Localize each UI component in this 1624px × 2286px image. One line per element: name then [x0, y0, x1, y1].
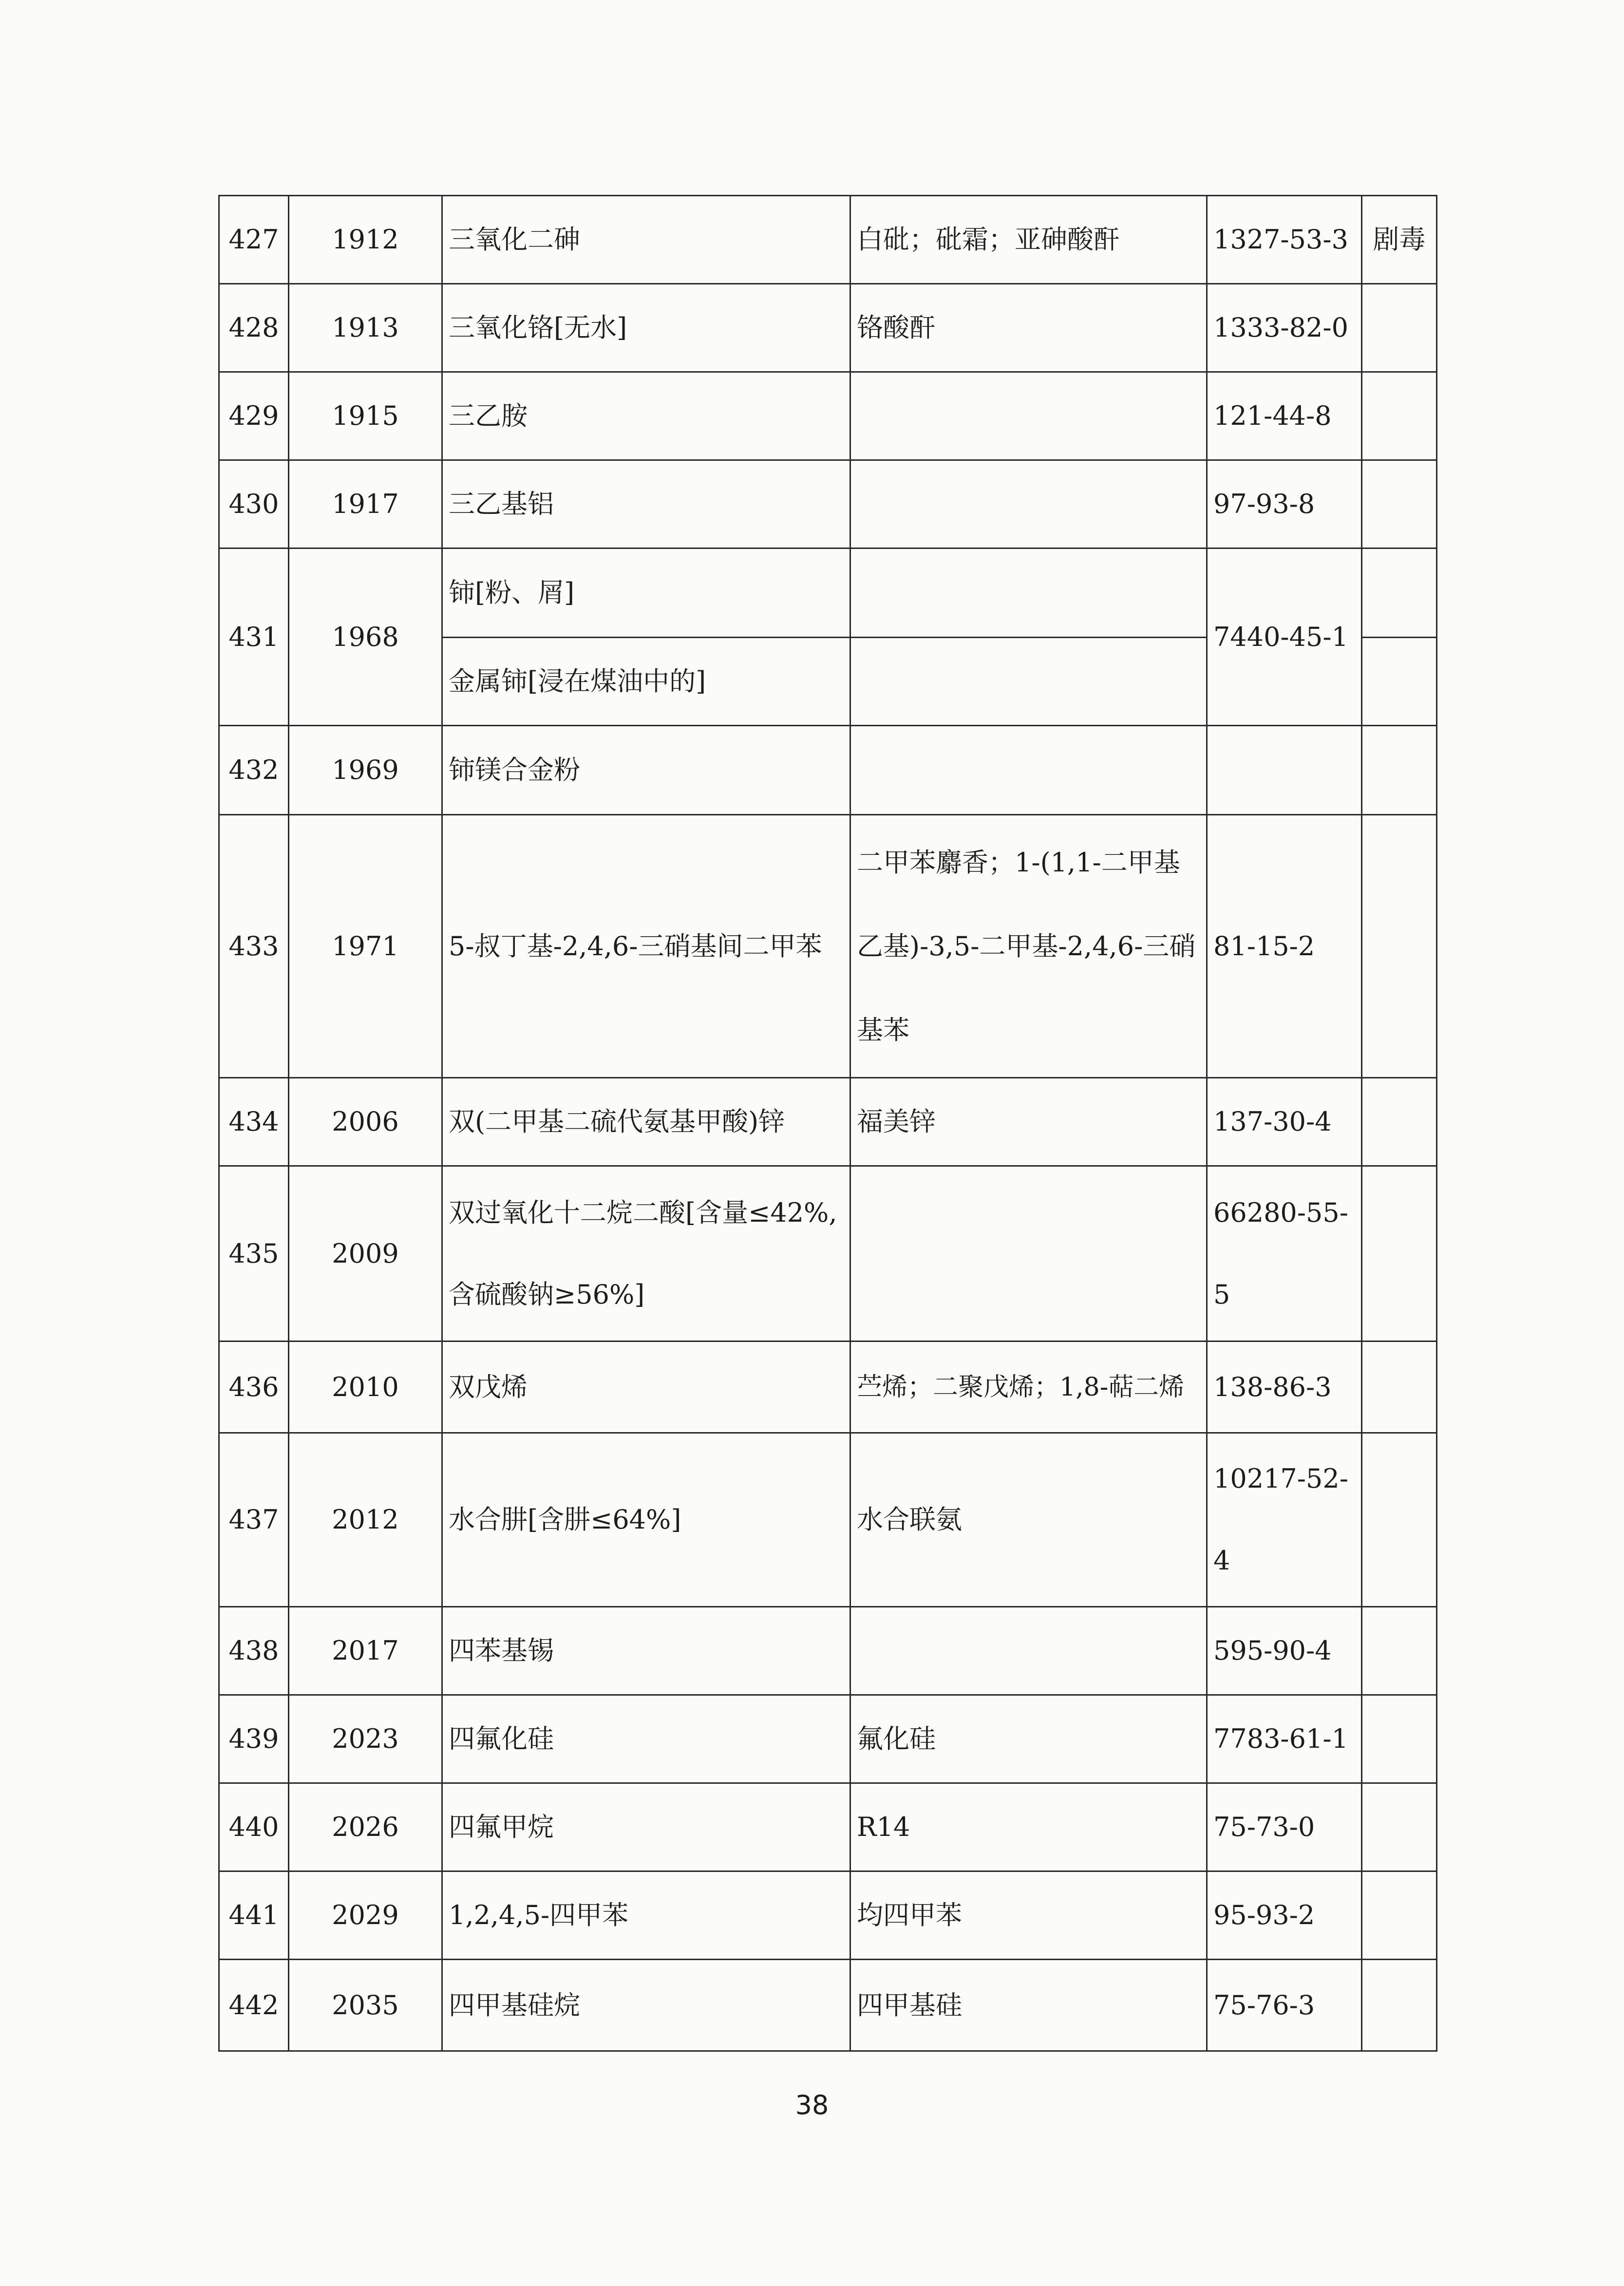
- table-row: [219, 1783, 1437, 1871]
- remark: [1362, 548, 1437, 638]
- chemical-alias: 四甲基硅: [850, 1960, 1207, 2051]
- table-row: [219, 726, 1437, 815]
- table-row: [219, 1166, 1437, 1341]
- chemical-alias: 均四甲苯: [850, 1871, 1207, 1960]
- cas-number: 1327-53-3: [1207, 196, 1362, 284]
- un-number: 1917: [289, 460, 442, 548]
- chemical-name: 水合肼[含肼≤64%]: [442, 1433, 850, 1607]
- table-row: [219, 1433, 1437, 1607]
- un-number: 2006: [289, 1078, 442, 1166]
- table-row: [219, 1078, 1437, 1166]
- chemical-alias: [850, 1166, 1207, 1341]
- chemical-alias: 苎烯；二聚戊烯；1,8-萜二烯: [850, 1341, 1207, 1433]
- remark: [1362, 1166, 1437, 1341]
- chemical-alias: [850, 726, 1207, 815]
- row-number: 435: [219, 1166, 289, 1341]
- cas-number: 81-15-2: [1207, 815, 1362, 1078]
- cas-number: 137-30-4: [1207, 1078, 1362, 1166]
- remark: [1362, 726, 1437, 815]
- remark: [1362, 815, 1437, 1078]
- table-row: [219, 1960, 1437, 2051]
- remark: 剧毒: [1362, 196, 1437, 284]
- table-row: [219, 1695, 1437, 1783]
- remark: [1362, 460, 1437, 548]
- chemical-alias: [850, 460, 1207, 548]
- un-number: 2017: [289, 1607, 442, 1695]
- chemical-alias: R14: [850, 1783, 1207, 1871]
- table-row: [219, 815, 1437, 1078]
- un-number: 1915: [289, 372, 442, 460]
- cas-number: 1333-82-0: [1207, 284, 1362, 372]
- remark: [1362, 638, 1437, 726]
- table-row: [219, 1341, 1437, 1433]
- un-number: 2026: [289, 1783, 442, 1871]
- row-number: 440: [219, 1783, 289, 1871]
- row-number: 430: [219, 460, 289, 548]
- chemical-name: 三乙基铝: [442, 460, 850, 548]
- remark: [1362, 1433, 1437, 1607]
- row-number: 438: [219, 1607, 289, 1695]
- cas-number: 7783-61-1: [1207, 1695, 1362, 1783]
- remark: [1362, 1783, 1437, 1871]
- row-number: 429: [219, 372, 289, 460]
- un-number: 1969: [289, 726, 442, 815]
- remark: [1362, 1871, 1437, 1960]
- un-number: 1968: [289, 548, 442, 726]
- page-number: 38: [795, 2090, 829, 2120]
- table-row: [219, 372, 1437, 460]
- chemical-alias: [850, 548, 1207, 638]
- chemical-alias: [850, 372, 1207, 460]
- chemical-alias: 水合联氨: [850, 1433, 1207, 1607]
- chemical-name: 金属铈[浸在煤油中的]: [442, 638, 850, 726]
- cas-number: 595-90-4: [1207, 1607, 1362, 1695]
- table-row: [219, 548, 1437, 638]
- chemical-name: 铈[粉、屑]: [442, 548, 850, 638]
- chemical-table-body: [219, 196, 1437, 2051]
- row-number: 439: [219, 1695, 289, 1783]
- row-number: 436: [219, 1341, 289, 1433]
- un-number: 2029: [289, 1871, 442, 1960]
- cas-number: 97-93-8: [1207, 460, 1362, 548]
- table-row: [219, 284, 1437, 372]
- row-number: 434: [219, 1078, 289, 1166]
- un-number: 2010: [289, 1341, 442, 1433]
- cas-number: 138-86-3: [1207, 1341, 1362, 1433]
- cas-number: 7440-45-1: [1207, 548, 1362, 726]
- chemical-name: 双(二甲基二硫代氨基甲酸)锌: [442, 1078, 850, 1166]
- chemical-alias: 二甲苯麝香；1-(1,1-二甲基乙基)-3,5-二甲基-2,4,6-三硝基苯: [850, 815, 1207, 1078]
- cas-number: 75-73-0: [1207, 1783, 1362, 1871]
- chemical-name: 1,2,4,5-四甲苯: [442, 1871, 850, 1960]
- remark: [1362, 1960, 1437, 2051]
- un-number: 2023: [289, 1695, 442, 1783]
- row-number: 431: [219, 548, 289, 726]
- chemical-name: 三氧化铬[无水]: [442, 284, 850, 372]
- cas-number: [1207, 726, 1362, 815]
- chemical-name: 5-叔丁基-2,4,6-三硝基间二甲苯: [442, 815, 850, 1078]
- row-number: 432: [219, 726, 289, 815]
- un-number: 1912: [289, 196, 442, 284]
- chemical-alias: 氟化硅: [850, 1695, 1207, 1783]
- table-row: [219, 1871, 1437, 1960]
- chemical-name: 双过氧化十二烷二酸[含量≤42%,含硫酸钠≥56%]: [442, 1166, 850, 1341]
- chemical-table: [218, 195, 1437, 2052]
- un-number: 1913: [289, 284, 442, 372]
- table-row: [219, 460, 1437, 548]
- cas-number: 66280-55-5: [1207, 1166, 1362, 1341]
- chemical-name: 铈镁合金粉: [442, 726, 850, 815]
- cas-number: 10217-52-4: [1207, 1433, 1362, 1607]
- cas-number: 95-93-2: [1207, 1871, 1362, 1960]
- un-number: 1971: [289, 815, 442, 1078]
- remark: [1362, 372, 1437, 460]
- cas-number: 121-44-8: [1207, 372, 1362, 460]
- row-number: 442: [219, 1960, 289, 2051]
- row-number: 437: [219, 1433, 289, 1607]
- chemical-name: 四氟甲烷: [442, 1783, 850, 1871]
- remark: [1362, 284, 1437, 372]
- remark: [1362, 1695, 1437, 1783]
- row-number: 433: [219, 815, 289, 1078]
- chemical-alias: [850, 638, 1207, 726]
- un-number: 2012: [289, 1433, 442, 1607]
- chemical-alias: 福美锌: [850, 1078, 1207, 1166]
- row-number: 428: [219, 284, 289, 372]
- remark: [1362, 1341, 1437, 1433]
- chemical-name: 四甲基硅烷: [442, 1960, 850, 2051]
- row-number: 427: [219, 196, 289, 284]
- un-number: 2009: [289, 1166, 442, 1341]
- table-row: [219, 1607, 1437, 1695]
- chemical-name: 四氟化硅: [442, 1695, 850, 1783]
- chemical-name: 三氧化二砷: [442, 196, 850, 284]
- remark: [1362, 1607, 1437, 1695]
- un-number: 2035: [289, 1960, 442, 2051]
- cas-number: 75-76-3: [1207, 1960, 1362, 2051]
- chemical-alias: 白砒；砒霜；亚砷酸酐: [850, 196, 1207, 284]
- chemical-alias: [850, 1607, 1207, 1695]
- remark: [1362, 1078, 1437, 1166]
- chemical-name: 双戊烯: [442, 1341, 850, 1433]
- table-row: [219, 196, 1437, 284]
- chemical-name: 四苯基锡: [442, 1607, 850, 1695]
- chemical-alias: 铬酸酐: [850, 284, 1207, 372]
- row-number: 441: [219, 1871, 289, 1960]
- chemical-name: 三乙胺: [442, 372, 850, 460]
